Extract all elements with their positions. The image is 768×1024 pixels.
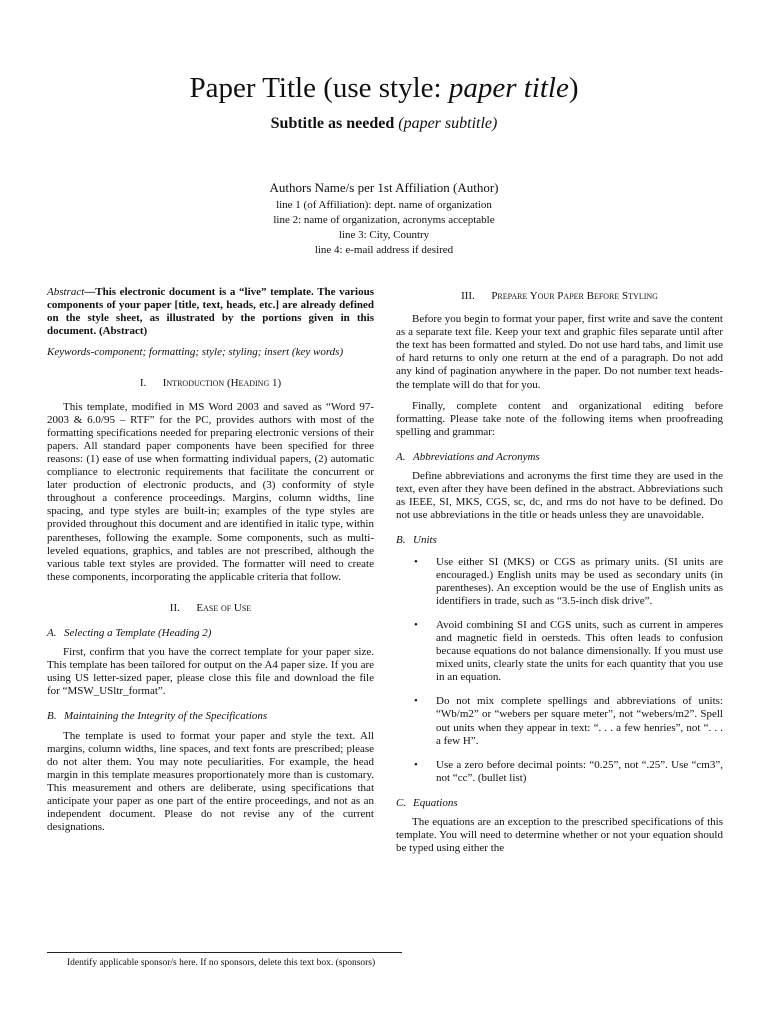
section-number: II. xyxy=(169,601,180,614)
section-heading-introduction xyxy=(47,377,374,390)
units-bullet-list xyxy=(396,556,723,785)
list-item-text: Do not mix complete spellings and abbreviations of units: “Wb/m2” or “webers per square meter”, not “webers/m2”. Spell out units when they appear in text: “. . . a few henries”, not “. . . a few H”. xyxy=(436,695,723,747)
right-column xyxy=(396,286,723,855)
section-number: I. xyxy=(139,377,147,390)
bullet-icon: • xyxy=(414,618,418,631)
subsection-heading-equations xyxy=(396,797,723,810)
subtitle-text: Subtitle as needed xyxy=(270,115,399,132)
list-item-text: Use a zero before decimal points: “0.25”, not “.25”. Use “cm3”, not “cc”. (bullet list) xyxy=(436,758,723,784)
affiliation-line-3: line 3: City, Country xyxy=(338,229,430,241)
affiliation-line-2: line 2: name of organization, acronyms acceptable xyxy=(273,214,495,226)
prepare-paragraph-2: Finally, complete content and organizational editing before formatting. Please take note of the following items when proofreading spelling and grammar: xyxy=(396,399,723,438)
footnote-divider xyxy=(47,952,402,953)
introduction-paragraph: This template, modified in MS Word 2003 and saved as “Word 97-2003 & 6.0/95 – RTF” for the PC, provides authors with most of the formatting specifications needed for preparing electronic versions of their papers. All standard paper components have been specified for three reasons: (1) ease of use when formatting individual papers, (2) automatic compliance to electronic requirements that facilitate the concurrent or later production of electronic products, and (3) conformity of style throughout a conference proceedings. Margins, column widths, line spacing, and type styles are built-in; examples of the type styles are provided throughout this document and are identified in italic type, within parentheses, following the example. Some components, such as multi-leveled equations, graphics, and tables are not prescribed, although the various table text styles are provided. The formatter will need to create these components, incorporating the applicable criteria that follow. xyxy=(47,400,374,583)
bullet-icon: • xyxy=(414,758,418,771)
title-text: Paper Title (use style: xyxy=(189,72,449,104)
keywords: Keywords-component; formatting; style; styling; insert (key words) xyxy=(47,346,344,359)
subsection-title: Equations xyxy=(413,796,458,809)
subsection-number: B. xyxy=(47,710,57,723)
section-heading-prepare xyxy=(396,290,723,303)
title-end: ) xyxy=(568,72,579,104)
list-item xyxy=(396,556,723,608)
affiliation-line-1: line 1 (of Affiliation): dept. name of organization xyxy=(276,199,492,211)
subsection-number: B. xyxy=(396,534,406,547)
section-number: III. xyxy=(461,290,475,302)
bullet-icon: • xyxy=(414,695,418,708)
abstract-label: Abstract xyxy=(47,286,85,298)
paper-subtitle xyxy=(0,114,768,134)
section-heading-ease-of-use xyxy=(47,602,374,615)
section-title: Introduction (Heading 1) xyxy=(162,377,282,390)
section-title: Prepare Your Paper Before Styling xyxy=(491,290,658,302)
subsection-heading-template xyxy=(47,627,374,640)
section-title: Ease of Use xyxy=(196,601,252,614)
footnote: Identify applicable sponsor/s here. If no sponsors, delete this text box. (sponsors) xyxy=(67,958,376,968)
abstract xyxy=(47,286,374,338)
subsection-number: C. xyxy=(396,796,407,809)
subtitle-italic-text: (paper subtitle) xyxy=(398,115,498,132)
list-item-text: Avoid combining SI and CGS units, such as current in amperes and magnetic field in oersteds. This often leads to confusion because equations do not balance dimensionally. If you must use mixed units, clearly state the units for each quantity that you use in an equation. xyxy=(436,618,723,684)
title-italic-text: paper title xyxy=(448,72,569,104)
abbreviations-paragraph: Define abbreviations and acronyms the first time they are used in the text, even after they have been defined in the abstract. Abbreviations such as IEEE, SI, MKS, CGS, sc, dc, and rms do not have to be defined. Do not use abbreviations in the title or heads unless they are unavoidable. xyxy=(396,470,723,522)
list-item xyxy=(396,695,723,747)
subsection-heading-units xyxy=(396,534,723,547)
paper-title xyxy=(0,70,768,106)
subsection-title: Units xyxy=(413,534,437,547)
bullet-icon: • xyxy=(414,555,418,568)
left-column xyxy=(47,286,374,834)
template-paragraph: First, confirm that you have the correct template for your paper size. This template has been tailored for output on the A4 paper size. If you are using US letter-sized paper, please close this file and download the file for “MSW_USltr_format”. xyxy=(47,646,374,698)
abstract-text: —This electronic document is a “live” template. The various components of your paper [title, text, heads, etc.] are already defined on the style sheet, as illustrated by the portions given in this document. (Abstract) xyxy=(47,286,374,338)
author-name: Authors Name/s per 1st Affiliation (Author) xyxy=(269,180,499,195)
subsection-number: A. xyxy=(396,450,406,463)
subsection-title: Selecting a Template (Heading 2) xyxy=(64,626,212,639)
affiliation-line-4: line 4: e-mail address if desired xyxy=(314,244,454,256)
subsection-title: Maintaining the Integrity of the Specifications xyxy=(64,710,268,723)
subsection-heading-integrity xyxy=(47,710,374,723)
integrity-paragraph: The template is used to format your paper and style the text. All margins, column widths, line spaces, and text fonts are prescribed; please do not alter them. You may note peculiarities. For example, the head margin in this template measures proportionately more than is customary. This measurement and others are deliberate, using specifications that anticipate your paper as one part of the entire proceedings, and not as an independent document. Please do not revise any of the current designations. xyxy=(47,729,374,834)
list-item-text: Use either SI (MKS) or CGS as primary units. (SI units are encouraged.) English units may be used as secondary units (in parentheses). An exception would be the use of English units as identifiers in trade, such as “3.5-inch disk drive”. xyxy=(436,555,723,607)
list-item xyxy=(396,619,723,684)
prepare-paragraph-1: Before you begin to format your paper, first write and save the content as a separate text file. Keep your text and graphic files separate until after the text has been formatted and styled. Do not use hard tabs, and limit use of hard returns to only one return at the end of a paragraph. Do not add any kind of pagination anywhere in the paper. Do not number text heads-the template will do that for you. xyxy=(396,313,723,391)
list-item xyxy=(396,759,723,785)
author-block xyxy=(0,178,768,258)
equations-paragraph: The equations are an exception to the prescribed specifications of this template. You will need to determine whether or not your equation should be typed using either the xyxy=(396,816,723,855)
subsection-title: Abbreviations and Acronyms xyxy=(413,450,540,463)
subsection-heading-abbreviations xyxy=(396,451,723,464)
subsection-number: A. xyxy=(47,626,57,639)
